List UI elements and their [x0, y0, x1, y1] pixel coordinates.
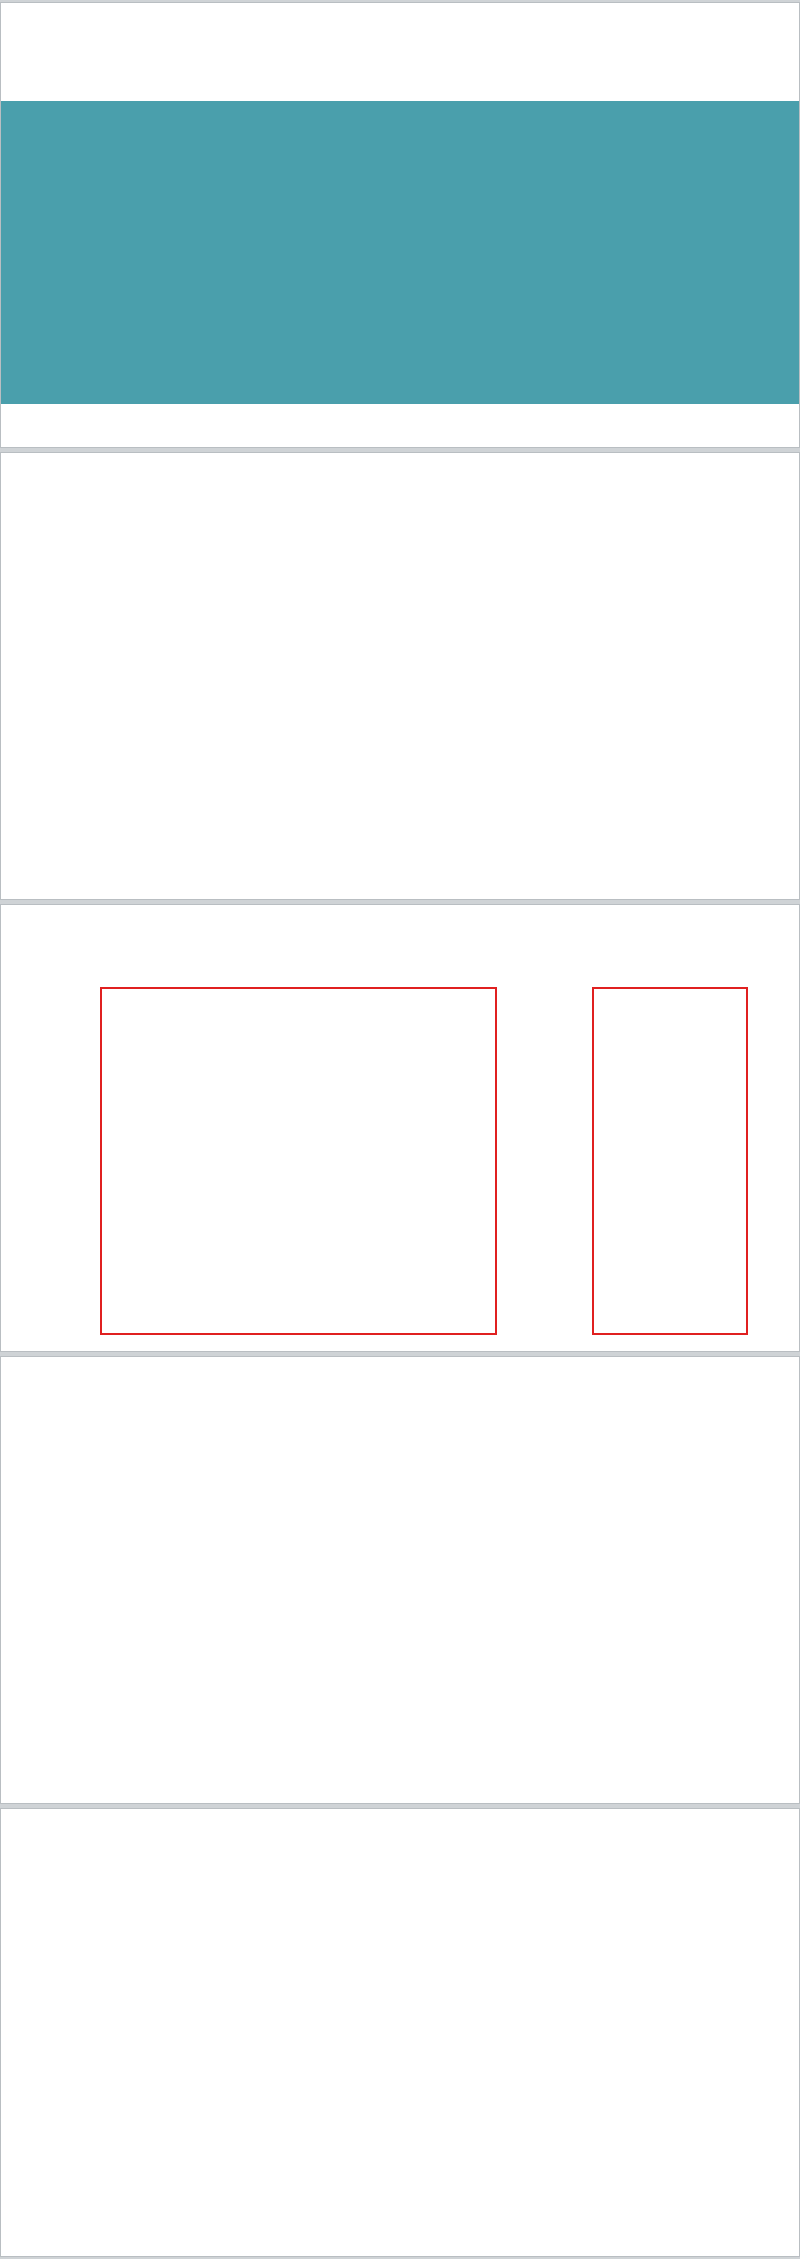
slide-footer [43, 1338, 111, 1347]
slide-matrix [0, 1356, 800, 1804]
slide-product-features [0, 1808, 800, 2257]
highlight-box-core [100, 987, 497, 1335]
product-band [1, 101, 800, 404]
slide-footer [43, 886, 111, 895]
slide-cbm-highlight [0, 904, 800, 1352]
slide-product-types [0, 2, 800, 448]
slide-footer [43, 1790, 111, 1799]
highlight-box-support [592, 987, 748, 1335]
slide-cbm [0, 452, 800, 900]
slide-footer [43, 2243, 111, 2252]
slide-footer [43, 433, 111, 442]
